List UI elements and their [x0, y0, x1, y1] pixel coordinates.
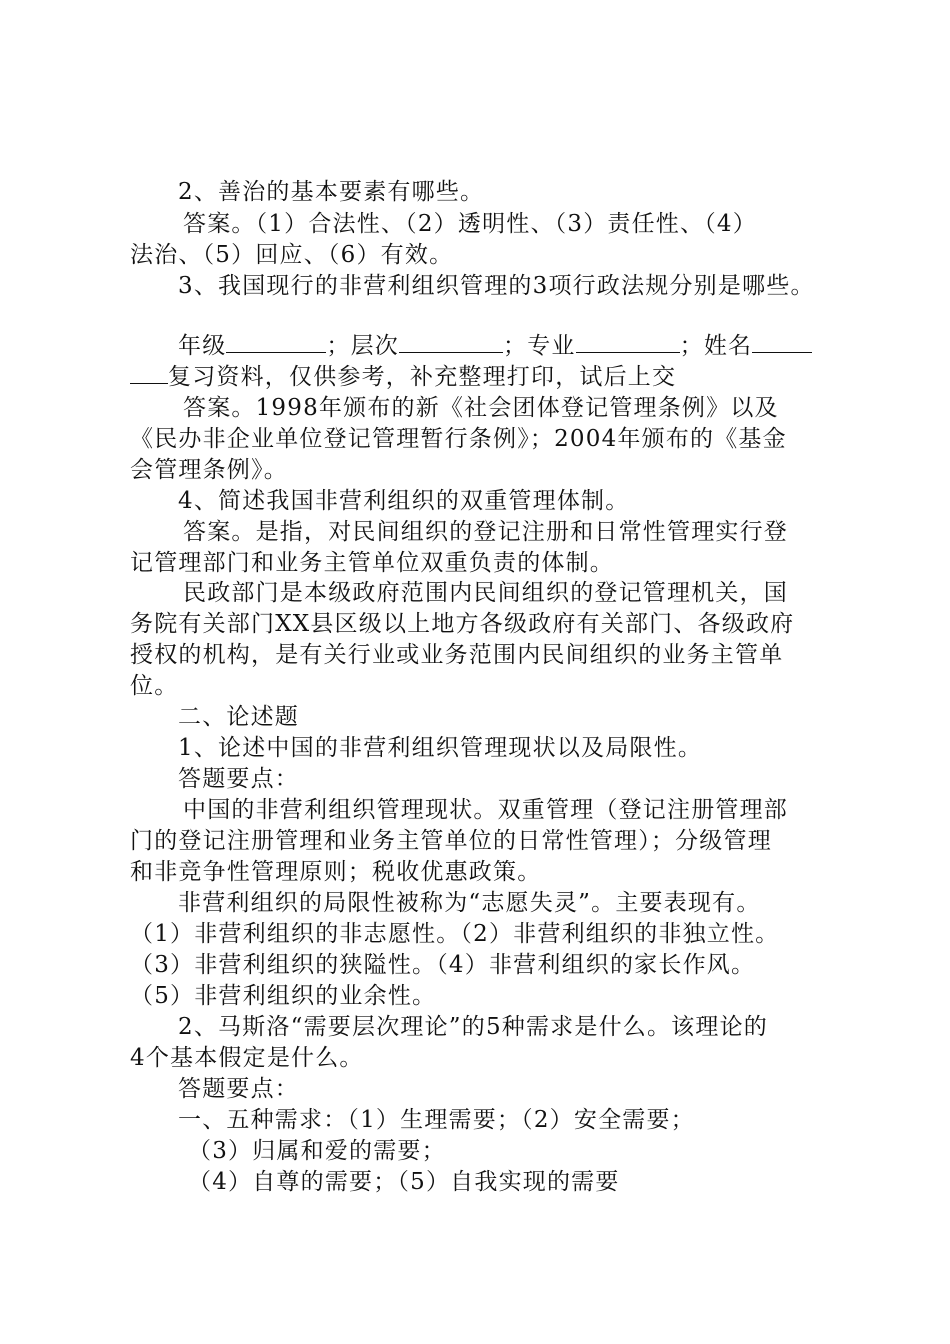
- answer-text: 《民办非企业单位登记管理暂行条例》；2004年颁布的《基金: [130, 426, 787, 452]
- answer-text: 答案。是指，对民间组织的登记注册和日常性管理实行登: [183, 519, 788, 545]
- answer-text: 答案。（1）合法性、（2）透明性、（3）责任性、（4）: [183, 211, 757, 237]
- body-paragraph: 民政部门是本级政府范围内民间组织的登记管理机关，国: [183, 580, 788, 606]
- list-item: （1）非营利组织的非志愿性。（2）非营利组织的非独立性。: [130, 921, 780, 947]
- answer-text: 会管理条例》。: [130, 457, 288, 483]
- body-paragraph: 和非竞争性管理原则；税收优惠政策。: [130, 859, 542, 885]
- answer-text: 法治、（5）回应、（6）有效。: [130, 242, 454, 268]
- answer-points-label: 答题要点：: [178, 766, 299, 792]
- body-paragraph: 位。: [130, 673, 179, 699]
- form-fill-line: [178, 330, 840, 360]
- question-3-heading: 3、我国现行的非营利组织管理的3项行政法规分别是哪些。: [178, 273, 815, 299]
- body-paragraph: 中国的非营利组织管理现状。双重管理（登记注册管理部: [183, 797, 788, 823]
- list-item: （3）归属和爱的需要；: [188, 1138, 446, 1164]
- list-item: 一、五种需求：（1）生理需要；（2）安全需要；: [178, 1107, 695, 1133]
- level-label: ；层次: [326, 333, 400, 359]
- review-note: 复习资料，仅供参考，补充整理打印，试后上交: [168, 364, 677, 390]
- question-2-heading: 2、善治的基本要素有哪些。: [178, 179, 485, 205]
- body-paragraph: 务院有关部门XX县区级以上地方各级政府有关部门、各级政府: [130, 611, 795, 637]
- level-blank[interactable]: [399, 330, 503, 353]
- form-note-line: [130, 361, 840, 391]
- name-blank-continued[interactable]: [130, 361, 168, 384]
- name-label: ；姓名: [679, 333, 753, 359]
- list-item: （5）非营利组织的业余性。: [130, 983, 437, 1009]
- body-paragraph: 授权的机构，是有关行业或业务范围内民间组织的业务主管单: [130, 642, 784, 668]
- essay-question-2: 2、马斯洛“需要层次理论”的5种需求是什么。该理论的: [178, 1014, 768, 1040]
- body-paragraph: 门的登记注册管理和业务主管单位的日常性管理）；分级管理: [130, 828, 772, 854]
- list-item: （3）非营利组织的狭隘性。（4）非营利组织的家长作风。: [130, 952, 756, 978]
- answer-text: 答案。1998年颁布的新《社会团体登记管理条例》以及: [183, 395, 779, 421]
- answer-text: 记管理部门和业务主管单位双重负责的体制。: [130, 550, 614, 576]
- major-blank[interactable]: [576, 330, 680, 353]
- name-blank[interactable]: [752, 330, 812, 353]
- essay-question-2-cont: 4个基本假定是什么。: [130, 1045, 364, 1071]
- body-paragraph: 非营利组织的局限性被称为“志愿失灵”。主要表现有。: [178, 890, 761, 916]
- question-4-heading: 4、简述我国非营利组织的双重管理体制。: [178, 488, 630, 514]
- major-label: ；专业: [503, 333, 576, 359]
- answer-points-label: 答题要点：: [178, 1076, 299, 1102]
- grade-blank[interactable]: [226, 330, 326, 353]
- essay-question-1: 1、论述中国的非营利组织管理现状以及局限性。: [178, 735, 703, 761]
- section-heading: 二、论述题: [178, 704, 299, 730]
- list-item: （4）自尊的需要；（5）自我实现的需要: [188, 1169, 620, 1195]
- grade-label: 年级: [178, 333, 227, 359]
